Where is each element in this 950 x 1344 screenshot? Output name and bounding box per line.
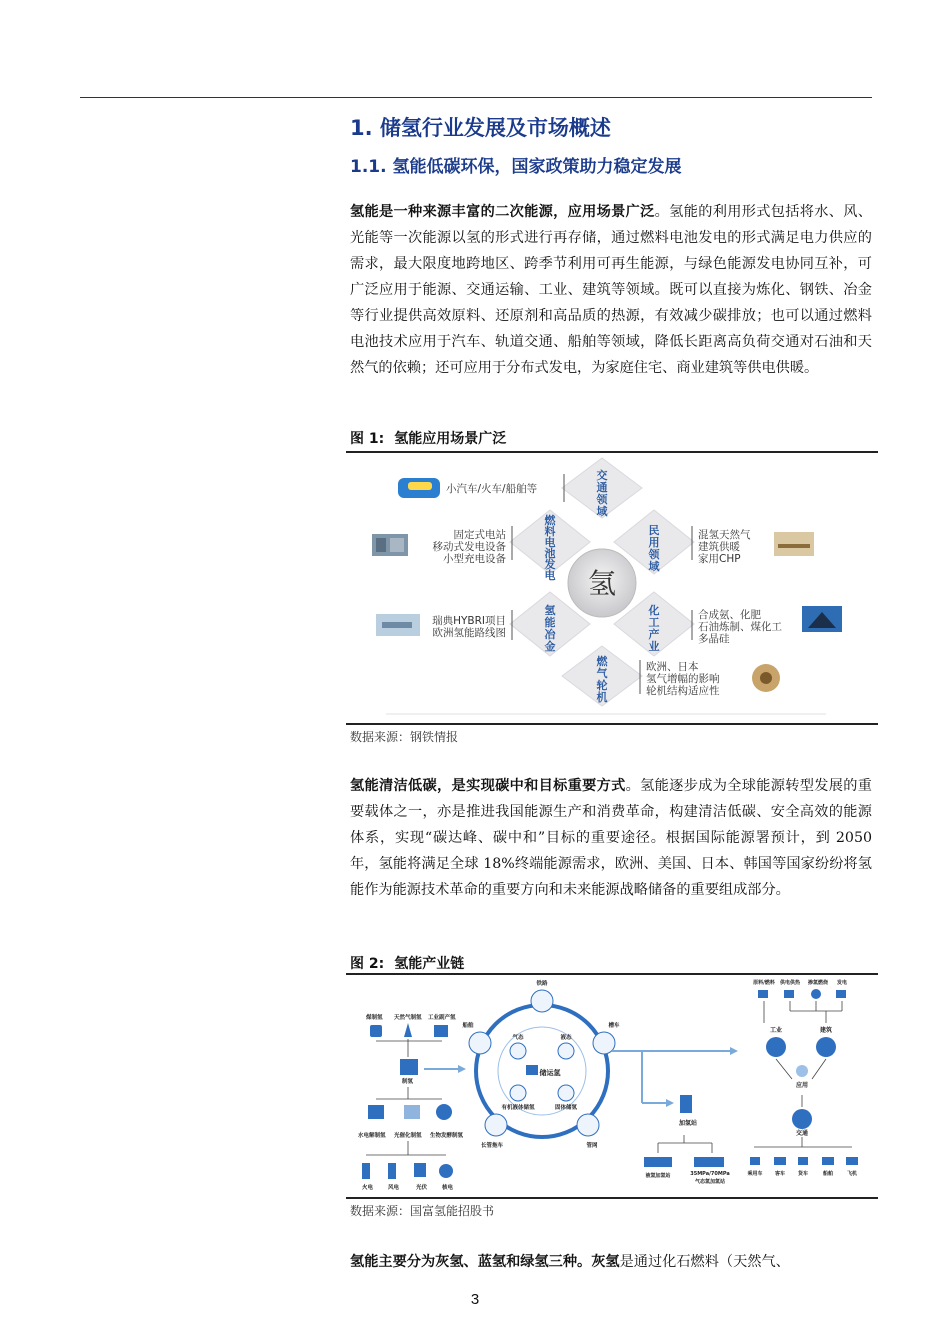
power-station-image-icon xyxy=(372,534,408,556)
gas-pipeline-image-icon xyxy=(774,532,814,556)
upper-right-text-3: 家用CHP xyxy=(698,553,741,565)
vehicle-ship: 船舶 xyxy=(822,1171,834,1177)
bottom-text-1: 欧洲、日本 xyxy=(646,661,699,673)
vehicle-car: 乘用车 xyxy=(747,1171,763,1177)
vehicle-truck: 货车 xyxy=(797,1171,809,1177)
diamond-top-label: 交通领域 xyxy=(596,469,608,518)
lower-right-text-1: 合成氨、化肥 xyxy=(698,609,761,621)
inner-gaseous: 气态 xyxy=(512,1035,524,1041)
figure-2-bottom-rule xyxy=(346,1197,878,1199)
industry-label: 工业 xyxy=(769,1027,783,1034)
ring-rail: 铁路 xyxy=(536,981,548,987)
diamond-bottom-label: 燃气轮机 xyxy=(596,655,608,704)
transport-label: 交通 xyxy=(795,1130,809,1137)
top-app-text: 小汽车/火车/船舶等 xyxy=(446,483,538,495)
figure-1-title: 图 1: 氢能应用场景广泛 xyxy=(350,431,507,447)
use-raw-material: 原料/燃料 xyxy=(753,980,775,986)
figure-2-diagram xyxy=(346,975,878,1197)
method-electrolysis: 水电解制氢 xyxy=(358,1133,386,1139)
vehicles-image-icon xyxy=(398,478,440,498)
center-char: 氢 xyxy=(587,567,617,600)
diamond-lower-left-label: 氢能冶金 xyxy=(544,604,556,653)
station-pressure: 35MPa/70MPa xyxy=(690,1171,730,1177)
diamond-upper-left-label: 燃料电池发电 xyxy=(544,514,556,582)
paragraph-2-lead: 氢能清洁低碳，是实现碳中和目标重要方式 xyxy=(350,778,626,794)
diamond-upper-right-label: 民用领域 xyxy=(648,524,660,573)
bottom-text-3: 轮机结构适应性 xyxy=(646,685,720,697)
ring-ship: 船舶 xyxy=(462,1023,474,1029)
diamond-lower-right-label: 化工产业 xyxy=(648,604,660,653)
ring-tanker: 槽车 xyxy=(608,1023,620,1029)
lower-left-text-2: 欧洲氢能路线图 xyxy=(432,627,506,639)
paragraph-2-body: 。氢能逐步成为全球能源转型发展的重要载体之一，亦是推进我国能源生产和消费革命，构建清洁低碳、安全高效的能源体系，实现“碳达峰、碳中和”目标的重要途径。根据国际能源署预计，到 2050 年，氢能将满足全球 18%终端能源需求，欧洲、美国、日本、韩国等国家纷纷将氢能作为能源技术革命的重要方向和未来能源战略储备的重要组成部分。 xyxy=(350,778,872,898)
lower-left-text-1: 瑞典HYBRI项目 xyxy=(432,615,506,627)
upper-right-text-1: 混氢天然气 xyxy=(698,529,751,541)
transport-icon xyxy=(792,1109,812,1129)
hybrit-image-icon xyxy=(376,614,420,636)
inner-liquid: 液态 xyxy=(560,1035,572,1041)
power-thermal: 火电 xyxy=(362,1185,374,1191)
paragraph-3-lead: 氢能主要分为灰氢、蓝氢和绿氢三种。 xyxy=(350,1254,592,1270)
building-label: 建筑 xyxy=(819,1027,833,1034)
use-blend-burn: 掺氢燃烧 xyxy=(807,980,829,986)
paragraph-3-lead-2: 灰氢 xyxy=(591,1254,620,1270)
figure-1-diagram xyxy=(346,452,878,722)
paragraph-1-lead: 氢能是一种来源丰富的二次能源，应用场景广泛 xyxy=(350,204,655,220)
building-icon xyxy=(816,1037,836,1057)
page-number: 3 xyxy=(470,1291,480,1308)
method-photocatalysis: 光催化制氢 xyxy=(394,1133,422,1139)
station-liquid: 液氢加氢站 xyxy=(645,1173,671,1179)
inner-solid: 固体储氢 xyxy=(554,1105,578,1111)
vehicle-bus: 客车 xyxy=(774,1171,786,1177)
method-biofermentation: 生物发酵制氢 xyxy=(430,1133,464,1139)
subsection-heading: 1.1. 氢能低碳环保，国家政策助力稳定发展 xyxy=(350,157,682,177)
industry-icon xyxy=(766,1037,786,1057)
application-icon xyxy=(796,1065,808,1077)
turbine-image-icon xyxy=(752,664,780,692)
station-icon xyxy=(680,1095,692,1113)
power-solar: 光伏 xyxy=(416,1185,428,1191)
upper-left-text-2: 移动式发电设备 xyxy=(432,541,506,553)
paragraph-3-body: 是通过化石燃料（天然气、 xyxy=(619,1254,790,1270)
vehicle-plane: 飞机 xyxy=(846,1171,858,1177)
figure-1-bottom-rule xyxy=(346,723,878,725)
upper-left-text-3: 小型充电设备 xyxy=(443,553,506,565)
station-gaseous: 气态氢加氢站 xyxy=(694,1179,726,1185)
paragraph-3 xyxy=(350,1249,872,1275)
upper-left-text-1: 固定式电站 xyxy=(453,529,506,541)
figure-2-title: 图 2: 氢能产业链 xyxy=(350,956,465,972)
section-heading: 1. 储氢行业发展及市场概述 xyxy=(350,116,611,140)
use-heat-power: 供电供热 xyxy=(779,980,801,986)
power-nuclear: 核电 xyxy=(442,1185,454,1191)
paragraph-2 xyxy=(350,773,872,903)
bottom-text-2: 氢气增幅的影响 xyxy=(646,673,720,685)
source-coal: 煤制氢 xyxy=(366,1015,383,1021)
figure-1-source: 数据来源：钢铁情报 xyxy=(350,730,459,744)
paragraph-1-body: 。氢能的利用形式包括将水、风、光能等一次能源以氢的形式进行再存储，通过燃料电池发电的形式满足电力供应的需求，最大限度地跨地区、跨季节利用可再生能源，与绿色能源发电协同互补，可广泛应用于能源、交通运输、工业、建筑等领域。既可以直接为炼化、钢铁、冶金等行业提供高效原料、还原剂和高品质的热源，有效减少碳排放；也可以通过燃料电池技术应用于汽车、轨道交通、船舶等领域，降低长距离高负荷交通对石油和天然气的依赖；还可应用于分布式发电，为家庭住宅、商业建筑等供电供暖。 xyxy=(350,204,872,376)
station-label: 加氢站 xyxy=(678,1120,698,1127)
storage-center: 储运氢 xyxy=(539,1069,561,1077)
paragraph-1 xyxy=(350,199,872,381)
use-generation: 发电 xyxy=(836,980,848,986)
make-hydrogen: 制氢 xyxy=(402,1079,414,1085)
lower-right-text-2: 石油炼制、煤化工 xyxy=(698,621,782,633)
upper-right-text-2: 建筑供暖 xyxy=(698,541,740,553)
ring-pipeline: 管网 xyxy=(586,1143,598,1149)
application-label: 应用 xyxy=(795,1082,809,1089)
inner-organic: 有机液体储氢 xyxy=(501,1105,535,1111)
oil-pump-image-icon xyxy=(802,606,842,632)
lower-right-text-3: 多晶硅 xyxy=(698,633,730,645)
power-wind: 风电 xyxy=(388,1185,400,1191)
ring-tube-trailer: 长管拖车 xyxy=(480,1143,504,1149)
header-rule xyxy=(80,97,872,98)
source-byproduct: 工业副产氢 xyxy=(428,1015,456,1021)
figure-2-source: 数据来源：国富氢能招股书 xyxy=(350,1204,495,1218)
source-gas: 天然气制氢 xyxy=(394,1015,422,1021)
